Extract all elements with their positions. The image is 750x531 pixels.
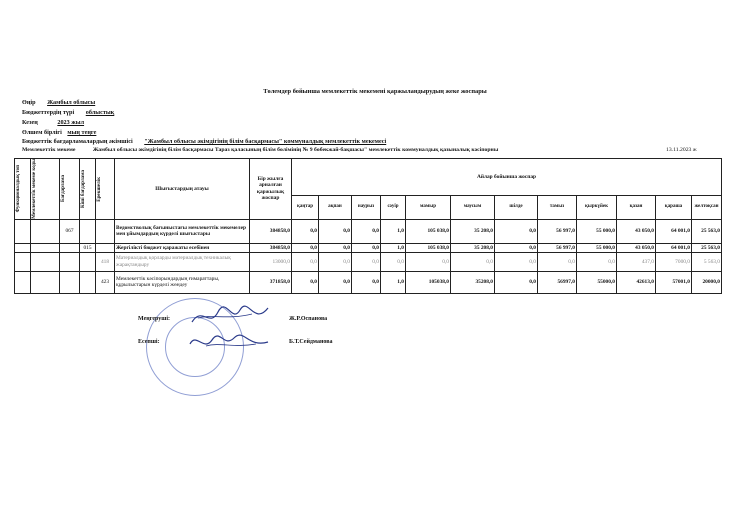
- annual-cell: 13000,0: [250, 252, 292, 271]
- header-program: Бағдарлама: [60, 159, 80, 220]
- budget-type-label: Бюджеттердің түрі: [22, 109, 75, 116]
- region-label: Өңір: [22, 99, 36, 106]
- month-value-cell: 0,0: [406, 252, 451, 271]
- month-value-cell: 0,0: [495, 243, 538, 252]
- program-cell: [60, 271, 80, 293]
- category-cell: [15, 243, 31, 252]
- month-header: қараша: [656, 195, 692, 219]
- month-value-cell: 57001,0: [656, 271, 692, 293]
- manager-label: Меңгеруші:: [138, 316, 171, 322]
- period-label: Кезең: [22, 119, 38, 126]
- institution-label: Мемлекеттік мекеме: [22, 147, 76, 153]
- header-subprogram: Кіші бағдарлама: [80, 159, 96, 220]
- category-cell: [15, 252, 31, 271]
- month-value-cell: 1,0: [381, 219, 406, 243]
- month-value-cell: 0,0: [538, 252, 577, 271]
- category-cell: [15, 219, 31, 243]
- name-cell: Мемлекеттік кәсіпорындардың ғимараттары, құрылыстарын күрделі жөндеу: [115, 271, 250, 293]
- subprogram-cell: [80, 219, 96, 243]
- specifics-cell: 423: [96, 271, 115, 293]
- document-date: 13.11.2023 ж: [666, 147, 697, 153]
- table-row: [15, 219, 722, 243]
- month-value-cell: 56997,0: [538, 271, 577, 293]
- month-value-cell: 0,0: [292, 271, 319, 293]
- month-value-cell: 35208,0: [451, 271, 495, 293]
- subprogram-cell: [80, 252, 96, 271]
- month-value-cell: 0,0: [495, 252, 538, 271]
- institution-line: [22, 147, 498, 153]
- subprogram-cell: 015: [80, 243, 96, 252]
- month-value-cell: 0,0: [319, 243, 352, 252]
- accountant-signature: [186, 330, 272, 354]
- month-value-cell: 56 997,0: [538, 243, 577, 252]
- month-header: мамыр: [406, 195, 451, 219]
- month-value-cell: 0,0: [451, 252, 495, 271]
- subgroup-cell: [31, 252, 60, 271]
- month-header: маусым: [451, 195, 495, 219]
- month-value-cell: 0,0: [292, 243, 319, 252]
- month-value-cell: 25 563,0: [692, 243, 722, 252]
- period-line: [22, 119, 84, 126]
- month-value-cell: 43 050,0: [617, 219, 656, 243]
- program-cell: 067: [60, 219, 80, 243]
- admin-line: [22, 138, 386, 145]
- institution-value: Жамбыл облысы әкімдігінің білім басқармасы Тараз қаласының білім бөлімінің № 9 бөбекжай-бақшасы" мемлекеттік коммуналдық қазыналық кәсіпорны: [92, 147, 499, 153]
- month-value-cell: 55 000,0: [577, 243, 617, 252]
- month-value-cell: 1,0: [381, 243, 406, 252]
- month-header: қыркүйек: [577, 195, 617, 219]
- table-row: [15, 243, 722, 252]
- header-annual: Бір жылға арналған қаржылық жоспар: [250, 159, 292, 220]
- annual-cell: 384858,0: [250, 243, 292, 252]
- header-category: Функционалдық топ: [15, 159, 31, 220]
- annual-cell: 384858,0: [250, 219, 292, 243]
- month-value-cell: 0,0: [495, 271, 538, 293]
- month-value-cell: 0,0: [352, 243, 381, 252]
- month-value-cell: 0,0: [292, 252, 319, 271]
- month-value-cell: 0,0: [292, 219, 319, 243]
- month-value-cell: 64 001,0: [656, 243, 692, 252]
- month-header: ақпан: [319, 195, 352, 219]
- month-value-cell: 1,0: [381, 271, 406, 293]
- specifics-cell: [96, 219, 115, 243]
- month-value-cell: 0,0: [495, 219, 538, 243]
- header-subgroup: Мемлекеттік мекеме коды: [31, 159, 60, 220]
- month-value-cell: 0,0: [381, 252, 406, 271]
- annual-cell: 371858,0: [250, 271, 292, 293]
- month-value-cell: 55000,0: [577, 271, 617, 293]
- month-header: наурыз: [352, 195, 381, 219]
- admin-label: Бюджеттік бағдарламалардың әкімшісі: [22, 138, 133, 145]
- month-value-cell: 20000,0: [692, 271, 722, 293]
- month-value-cell: 0,0: [352, 219, 381, 243]
- month-value-cell: 0,0: [352, 271, 381, 293]
- header-name: Шығыстардың атауы: [115, 159, 250, 220]
- month-value-cell: 43 050,0: [617, 243, 656, 252]
- document-title: Төлемдер бойынша мемлекеттік мекемені қаржыландырудың жеке жоспары: [263, 88, 487, 95]
- month-value-cell: 7000,0: [656, 252, 692, 271]
- month-value-cell: 5 563,0: [692, 252, 722, 271]
- month-header: желтоқсан: [692, 195, 722, 219]
- month-value-cell: 64 001,0: [656, 219, 692, 243]
- month-header: қазан: [617, 195, 656, 219]
- month-value-cell: 0,0: [319, 271, 352, 293]
- program-cell: [60, 252, 80, 271]
- accountant-label: Есепші:: [138, 339, 160, 345]
- specifics-cell: 418: [96, 252, 115, 271]
- month-header: сәуір: [381, 195, 406, 219]
- unit-line: [22, 129, 96, 136]
- subgroup-cell: [31, 219, 60, 243]
- month-value-cell: 56 997,0: [538, 219, 577, 243]
- month-value-cell: 0,0: [319, 252, 352, 271]
- name-cell: Материалдық қорларды мәтериалдық техникалық жарақтандыру: [115, 252, 250, 271]
- header-months-title: Айлар бойынша жоспар: [292, 159, 722, 196]
- subprogram-cell: [80, 271, 96, 293]
- unit-label: Өлшем бірлігі: [22, 129, 62, 136]
- month-header: қаңтар: [292, 195, 319, 219]
- month-header: шілде: [495, 195, 538, 219]
- plan-table: [14, 158, 722, 294]
- manager-signature: [188, 304, 272, 330]
- budget-type-line: [22, 109, 114, 116]
- manager-name: Ж.Р.Оспанова: [289, 316, 328, 322]
- table-row: [15, 252, 722, 271]
- header-specifics: Ерекшелік: [96, 159, 115, 220]
- period-value: 2023 жыл: [57, 119, 85, 126]
- month-value-cell: 437,0: [617, 252, 656, 271]
- admin-value: "Жамбыл облысы әкімдігінің білім басқармасы" коммуналдық мемлекеттік мекемесі: [144, 138, 387, 145]
- name-cell: Жергілікті бюджет қаражаты есебінен: [115, 243, 250, 252]
- month-value-cell: 0,0: [319, 219, 352, 243]
- month-value-cell: 35 208,0: [451, 219, 495, 243]
- month-value-cell: 0,0: [352, 252, 381, 271]
- unit-value: мың теңге: [67, 129, 97, 136]
- month-value-cell: 0,0: [577, 252, 617, 271]
- program-cell: [60, 243, 80, 252]
- month-value-cell: 105038,0: [406, 271, 451, 293]
- month-value-cell: 105 038,0: [406, 243, 451, 252]
- month-value-cell: 55 000,0: [577, 219, 617, 243]
- subgroup-cell: [31, 271, 60, 293]
- specifics-cell: [96, 243, 115, 252]
- name-cell: Ведомстволық бағыныстағы мемлекеттік мекемелер мен ұйымдардың күрделі шығыстары: [115, 219, 250, 243]
- subgroup-cell: [31, 243, 60, 252]
- category-cell: [15, 271, 31, 293]
- month-value-cell: 42613,0: [617, 271, 656, 293]
- month-header: тамыз: [538, 195, 577, 219]
- accountant-name: Б.Т.Сейдманова: [289, 339, 333, 345]
- budget-type-value: облыстық: [85, 109, 115, 116]
- month-value-cell: 105 038,0: [406, 219, 451, 243]
- region-value: Жамбыл облысы: [47, 99, 96, 106]
- region-line: [22, 99, 95, 106]
- month-value-cell: 25 563,0: [692, 219, 722, 243]
- month-value-cell: 35 208,0: [451, 243, 495, 252]
- table-row: [15, 271, 722, 293]
